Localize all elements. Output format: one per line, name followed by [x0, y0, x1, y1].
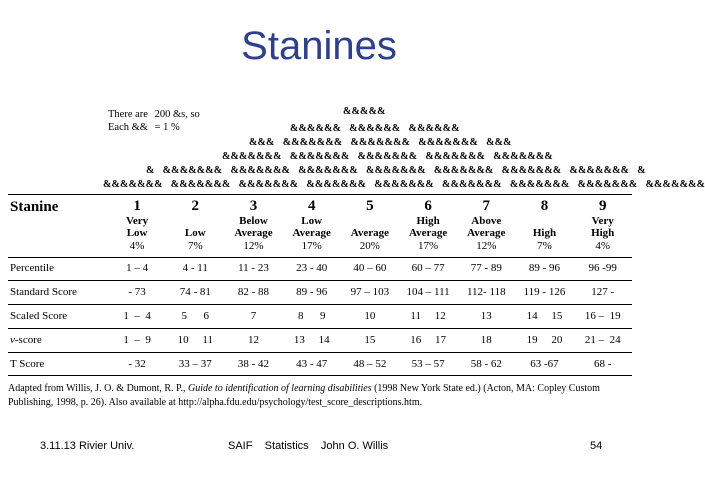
table-cell: 21 – 24	[584, 334, 621, 346]
table-cell: 15	[364, 334, 376, 346]
stanine-column-header	[341, 198, 399, 252]
ampersand-row: &&&&&	[343, 106, 386, 117]
table-cell: 82 - 88	[237, 286, 270, 298]
table-cell: - 32	[128, 358, 146, 370]
note-text: There are	[108, 109, 148, 120]
ampersand-row: &&&&&&& &&&&&&& &&&&&&& &&&&&&& &&&&&&&	[222, 151, 553, 162]
stanine-description: Very	[591, 215, 614, 227]
table-cell: 1 – 4	[126, 262, 149, 274]
stanine-description	[515, 215, 573, 227]
footer-center: SAIF Statistics John O. Willis	[228, 440, 389, 452]
table-cell: 119 - 126	[523, 286, 566, 298]
stanine-percent: 7%	[537, 240, 552, 252]
stanine-description	[166, 215, 224, 227]
stanine-number: 3	[249, 198, 258, 214]
row-label: Standard Score	[10, 286, 77, 298]
table-cell: 16 17	[410, 334, 446, 346]
stanine-percent: 17%	[301, 240, 322, 252]
table-cell: 89 - 96	[528, 262, 561, 274]
stanine-column-header	[108, 198, 166, 252]
row-label: Percentile	[10, 262, 54, 274]
table-cell: 53 – 57	[411, 358, 445, 370]
stanine-description: Average	[350, 227, 390, 239]
stanine-description: Average	[292, 227, 331, 239]
stanine-percent: 20%	[359, 240, 380, 252]
footnote-text: (1998 New York State ed.) (Acton, MA: Copley Custom Publishing, 1998, p. 26). Also available at http://alpha.fdu.edu/psychology/test_score_descriptions.htm.	[8, 383, 600, 408]
stanine-number: 4	[307, 198, 316, 214]
table-cell: 38 - 42	[237, 358, 270, 370]
slide-title: Stanines	[241, 24, 397, 68]
stanine-description: Average	[467, 227, 506, 239]
stanine-number: 9	[598, 198, 607, 214]
stanine-number: 1	[133, 198, 141, 214]
note-line-2	[108, 121, 180, 134]
stanine-number: 8	[540, 198, 549, 214]
stanine-description: High	[532, 227, 557, 239]
table-row-percentile	[8, 257, 632, 281]
stanine-description: Above	[471, 215, 502, 227]
table-cell: 77 - 89	[470, 262, 502, 274]
note-text: = 1 %	[154, 122, 180, 133]
stanine-percent: 7%	[187, 240, 203, 252]
stanine-description: Low	[184, 227, 206, 239]
stanine-percent: 17%	[418, 240, 439, 252]
table-row-standard-score	[8, 281, 632, 305]
table-cell: 40 – 60	[353, 262, 387, 274]
stanine-percent: 4%	[595, 240, 611, 252]
table-cell: 48 – 52	[353, 358, 387, 370]
note-text: 200 &s, so	[154, 109, 200, 120]
stanine-description: Average	[234, 227, 273, 239]
table-cell: 43 - 47	[296, 358, 328, 370]
stanine-number: 7	[482, 198, 491, 214]
table-cell: - 73	[128, 286, 146, 298]
row-label: T Score	[10, 358, 45, 370]
stanine-percent: 12%	[476, 240, 497, 252]
table-cell: 23 - 40	[296, 262, 328, 274]
table-cell: 13	[480, 310, 492, 322]
stanine-description: High	[591, 227, 615, 239]
table-cell: 10 11	[177, 334, 213, 346]
table-row-v-score	[8, 329, 632, 353]
stanine-column-header	[224, 198, 282, 252]
table-cell: 96 -99	[588, 262, 617, 274]
table-cell: 74 - 81	[179, 286, 211, 298]
stanine-column-header	[457, 198, 515, 252]
note-text: Each &&	[108, 122, 148, 133]
stanine-description	[341, 215, 399, 227]
table-cell: 11 12	[410, 310, 446, 322]
footnote-text: Adapted from Willis, J. O. & Dumont, R. P.,	[8, 383, 188, 394]
stanine-percent: 12%	[243, 240, 264, 252]
header-row	[8, 195, 632, 258]
stanine-number: 5	[366, 198, 374, 214]
table-cell: 127 -	[591, 286, 615, 298]
stanine-number: 6	[424, 198, 432, 214]
table-cell: 33 – 37	[178, 358, 212, 370]
table-cell: 60 – 77	[411, 262, 445, 274]
stanine-column-header	[283, 198, 341, 252]
table-cell: 104 – 111	[406, 286, 450, 298]
table-cell: 8 9	[297, 310, 326, 322]
stanine-table	[8, 194, 632, 376]
table-cell: 11 - 23	[238, 262, 269, 274]
footnote	[8, 382, 632, 410]
table-cell: 10	[364, 310, 376, 322]
table-cell: 5 6	[181, 310, 210, 322]
ampersand-row: &&&&&&& &&&&&&& &&&&&&& &&&&&&& &&&&&&& &&&&&&& &&&&&&& &&&&&&& &&&&&&&	[103, 179, 705, 190]
table-cell: 89 - 96	[296, 286, 328, 298]
ampersand-row: &&& &&&&&&& &&&&&&& &&&&&&& &&&	[249, 137, 512, 148]
table-cell: 18	[480, 334, 492, 346]
table-cell: 12	[247, 334, 259, 346]
table-cell: 14 15	[526, 310, 563, 322]
table-cell: 4 - 11	[182, 262, 208, 274]
table-cell: 7	[250, 310, 257, 322]
stanine-description: Average	[408, 227, 448, 239]
ampersand-row: & &&&&&&& &&&&&&& &&&&&&& &&&&&&& &&&&&&& &&&&&&& &&&&&&& &	[146, 165, 646, 176]
stanine-column-header	[399, 198, 457, 252]
table-cell: 112- 118	[466, 286, 506, 298]
table-cell: 13 14	[293, 334, 330, 346]
row-label: v-score	[10, 334, 42, 346]
stanine-column-header	[515, 198, 573, 252]
stanine-column-header	[166, 198, 224, 252]
table-cell: 16 – 19	[584, 310, 621, 322]
row-label: Scaled Score	[10, 310, 68, 322]
stanine-number: 2	[191, 198, 200, 214]
table-cell: 63 -67	[530, 358, 559, 370]
table-row-t-score	[8, 353, 632, 375]
ampersand-row: &&&&&& &&&&&& &&&&&&	[290, 123, 460, 134]
stanine-description: Low	[301, 215, 323, 227]
footer-page-number: 54	[590, 440, 603, 452]
stanine-description: Very	[125, 215, 149, 227]
footnote-book-title: Guide to identification of learning disabilities	[187, 383, 372, 394]
table-cell: 1 – 4	[123, 310, 151, 322]
footer-date: 3.11.13 Rivier Univ.	[40, 440, 135, 452]
stanine-description: High	[416, 215, 440, 227]
table-cell: 58 - 62	[470, 358, 502, 370]
table-cell: 68 -	[593, 358, 612, 370]
table-cell: 1 – 9	[123, 334, 151, 346]
stanine-column-header	[574, 198, 632, 252]
table-cell: 19 20	[526, 334, 563, 346]
stanine-percent: 4%	[129, 240, 145, 252]
stanine-description: Low	[126, 227, 148, 239]
table-cell: 97 – 103	[350, 286, 390, 298]
table-row-scaled-score	[8, 305, 632, 329]
note-line-1	[108, 108, 200, 121]
stanine-description: Below	[239, 215, 268, 227]
header-label: Stanine	[10, 199, 59, 215]
